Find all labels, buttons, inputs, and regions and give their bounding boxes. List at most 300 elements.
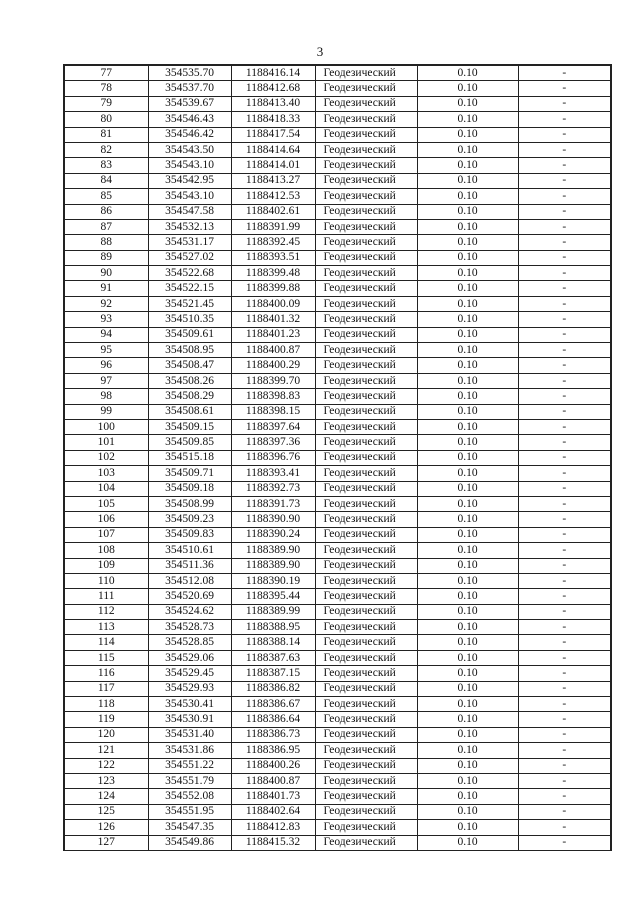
accuracy-cell: 0.10 <box>417 666 518 681</box>
method-cell: Геодезический <box>315 312 417 327</box>
point-number-cell: 85 <box>64 189 148 204</box>
y-coordinate-cell: 1188413.40 <box>231 96 315 111</box>
description-cell: - <box>518 173 611 188</box>
table-row <box>64 573 611 588</box>
accuracy-cell: 0.10 <box>417 419 518 434</box>
description-cell: - <box>518 789 611 804</box>
point-number-cell: 83 <box>64 158 148 173</box>
table-row <box>64 697 611 712</box>
x-coordinate-cell: 354531.17 <box>148 235 231 250</box>
x-coordinate-cell: 354520.69 <box>148 589 231 604</box>
y-coordinate-cell: 1188389.99 <box>231 604 315 619</box>
accuracy-cell: 0.10 <box>417 727 518 742</box>
accuracy-cell: 0.10 <box>417 112 518 127</box>
point-number-cell: 117 <box>64 681 148 696</box>
x-coordinate-cell: 354530.91 <box>148 712 231 727</box>
accuracy-cell: 0.10 <box>417 697 518 712</box>
accuracy-cell: 0.10 <box>417 527 518 542</box>
accuracy-cell: 0.10 <box>417 773 518 788</box>
table-row <box>64 589 611 604</box>
description-cell: - <box>518 281 611 296</box>
description-cell: - <box>518 65 611 81</box>
page-number: 3 <box>316 44 324 59</box>
point-number-cell: 87 <box>64 219 148 234</box>
x-coordinate-cell: 354546.42 <box>148 127 231 142</box>
accuracy-cell: 0.10 <box>417 312 518 327</box>
y-coordinate-cell: 1188401.73 <box>231 789 315 804</box>
description-cell: - <box>518 496 611 511</box>
x-coordinate-cell: 354511.36 <box>148 558 231 573</box>
method-cell: Геодезический <box>315 758 417 773</box>
method-cell: Геодезический <box>315 604 417 619</box>
accuracy-cell: 0.10 <box>417 250 518 265</box>
method-cell: Геодезический <box>315 373 417 388</box>
method-cell: Геодезический <box>315 127 417 142</box>
x-coordinate-cell: 354509.85 <box>148 435 231 450</box>
point-number-cell: 84 <box>64 173 148 188</box>
method-cell: Геодезический <box>315 81 417 96</box>
y-coordinate-cell: 1188393.51 <box>231 250 315 265</box>
description-cell: - <box>518 558 611 573</box>
point-number-cell: 90 <box>64 266 148 281</box>
description-cell: - <box>518 681 611 696</box>
y-coordinate-cell: 1188398.83 <box>231 389 315 404</box>
x-coordinate-cell: 354539.67 <box>148 96 231 111</box>
method-cell: Геодезический <box>315 712 417 727</box>
y-coordinate-cell: 1188386.95 <box>231 743 315 758</box>
accuracy-cell: 0.10 <box>417 235 518 250</box>
table-row <box>64 127 611 142</box>
point-number-cell: 118 <box>64 697 148 712</box>
table-row <box>64 758 611 773</box>
method-cell: Геодезический <box>315 435 417 450</box>
method-cell: Геодезический <box>315 219 417 234</box>
x-coordinate-cell: 354509.23 <box>148 512 231 527</box>
method-cell: Геодезический <box>315 450 417 465</box>
point-number-cell: 91 <box>64 281 148 296</box>
accuracy-cell: 0.10 <box>417 558 518 573</box>
method-cell: Геодезический <box>315 250 417 265</box>
x-coordinate-cell: 354528.73 <box>148 620 231 635</box>
point-number-cell: 100 <box>64 419 148 434</box>
table-row <box>64 558 611 573</box>
accuracy-cell: 0.10 <box>417 466 518 481</box>
point-number-cell: 102 <box>64 450 148 465</box>
point-number-cell: 82 <box>64 142 148 157</box>
x-coordinate-cell: 354508.26 <box>148 373 231 388</box>
accuracy-cell: 0.10 <box>417 373 518 388</box>
description-cell: - <box>518 343 611 358</box>
table-row <box>64 666 611 681</box>
accuracy-cell: 0.10 <box>417 173 518 188</box>
accuracy-cell: 0.10 <box>417 96 518 111</box>
table-row <box>64 435 611 450</box>
description-cell: - <box>518 404 611 419</box>
point-number-cell: 101 <box>64 435 148 450</box>
y-coordinate-cell: 1188415.32 <box>231 835 315 850</box>
description-cell: - <box>518 758 611 773</box>
accuracy-cell: 0.10 <box>417 281 518 296</box>
method-cell: Геодезический <box>315 189 417 204</box>
accuracy-cell: 0.10 <box>417 450 518 465</box>
x-coordinate-cell: 354547.58 <box>148 204 231 219</box>
accuracy-cell: 0.10 <box>417 604 518 619</box>
table-row <box>64 65 611 81</box>
accuracy-cell: 0.10 <box>417 743 518 758</box>
point-number-cell: 81 <box>64 127 148 142</box>
y-coordinate-cell: 1188400.29 <box>231 358 315 373</box>
y-coordinate-cell: 1188401.23 <box>231 327 315 342</box>
x-coordinate-cell: 354509.71 <box>148 466 231 481</box>
table-row <box>64 81 611 96</box>
method-cell: Геодезический <box>315 65 417 81</box>
y-coordinate-cell: 1188399.88 <box>231 281 315 296</box>
y-coordinate-cell: 1188400.26 <box>231 758 315 773</box>
description-cell: - <box>518 96 611 111</box>
description-cell: - <box>518 635 611 650</box>
method-cell: Геодезический <box>315 419 417 434</box>
x-coordinate-cell: 354510.61 <box>148 543 231 558</box>
accuracy-cell: 0.10 <box>417 158 518 173</box>
point-number-cell: 115 <box>64 650 148 665</box>
table-row <box>64 312 611 327</box>
description-cell: - <box>518 620 611 635</box>
accuracy-cell: 0.10 <box>417 820 518 835</box>
x-coordinate-cell: 354509.61 <box>148 327 231 342</box>
description-cell: - <box>518 389 611 404</box>
description-cell: - <box>518 373 611 388</box>
method-cell: Геодезический <box>315 112 417 127</box>
description-cell: - <box>518 219 611 234</box>
table-row <box>64 466 611 481</box>
method-cell: Геодезический <box>315 281 417 296</box>
accuracy-cell: 0.10 <box>417 589 518 604</box>
accuracy-cell: 0.10 <box>417 404 518 419</box>
x-coordinate-cell: 354528.85 <box>148 635 231 650</box>
point-number-cell: 114 <box>64 635 148 650</box>
accuracy-cell: 0.10 <box>417 142 518 157</box>
method-cell: Геодезический <box>315 573 417 588</box>
point-number-cell: 92 <box>64 296 148 311</box>
description-cell: - <box>518 250 611 265</box>
point-number-cell: 107 <box>64 527 148 542</box>
description-cell: - <box>518 312 611 327</box>
point-number-cell: 89 <box>64 250 148 265</box>
x-coordinate-cell: 354508.61 <box>148 404 231 419</box>
accuracy-cell: 0.10 <box>417 620 518 635</box>
point-number-cell: 116 <box>64 666 148 681</box>
table-row <box>64 389 611 404</box>
method-cell: Геодезический <box>315 635 417 650</box>
table-row <box>64 450 611 465</box>
method-cell: Геодезический <box>315 142 417 157</box>
description-cell: - <box>518 296 611 311</box>
description-cell: - <box>518 112 611 127</box>
y-coordinate-cell: 1188400.87 <box>231 343 315 358</box>
point-number-cell: 99 <box>64 404 148 419</box>
x-coordinate-cell: 354532.13 <box>148 219 231 234</box>
y-coordinate-cell: 1188386.73 <box>231 727 315 742</box>
accuracy-cell: 0.10 <box>417 343 518 358</box>
method-cell: Геодезический <box>315 527 417 542</box>
point-number-cell: 126 <box>64 820 148 835</box>
point-number-cell: 119 <box>64 712 148 727</box>
method-cell: Геодезический <box>315 235 417 250</box>
y-coordinate-cell: 1188389.90 <box>231 543 315 558</box>
y-coordinate-cell: 1188397.36 <box>231 435 315 450</box>
x-coordinate-cell: 354543.10 <box>148 189 231 204</box>
point-number-cell: 88 <box>64 235 148 250</box>
y-coordinate-cell: 1188388.14 <box>231 635 315 650</box>
x-coordinate-cell: 354529.45 <box>148 666 231 681</box>
method-cell: Геодезический <box>315 96 417 111</box>
method-cell: Геодезический <box>315 820 417 835</box>
accuracy-cell: 0.10 <box>417 327 518 342</box>
description-cell: - <box>518 604 611 619</box>
description-cell: - <box>518 666 611 681</box>
description-cell: - <box>518 204 611 219</box>
y-coordinate-cell: 1188387.15 <box>231 666 315 681</box>
method-cell: Геодезический <box>315 743 417 758</box>
table-row <box>64 358 611 373</box>
point-number-cell: 122 <box>64 758 148 773</box>
y-coordinate-cell: 1188395.44 <box>231 589 315 604</box>
description-cell: - <box>518 527 611 542</box>
accuracy-cell: 0.10 <box>417 358 518 373</box>
table-row <box>64 789 611 804</box>
accuracy-cell: 0.10 <box>417 650 518 665</box>
x-coordinate-cell: 354529.93 <box>148 681 231 696</box>
point-number-cell: 109 <box>64 558 148 573</box>
point-number-cell: 110 <box>64 573 148 588</box>
table-row <box>64 743 611 758</box>
x-coordinate-cell: 354515.18 <box>148 450 231 465</box>
description-cell: - <box>518 127 611 142</box>
accuracy-cell: 0.10 <box>417 681 518 696</box>
point-number-cell: 94 <box>64 327 148 342</box>
x-coordinate-cell: 354508.47 <box>148 358 231 373</box>
accuracy-cell: 0.10 <box>417 219 518 234</box>
y-coordinate-cell: 1188390.90 <box>231 512 315 527</box>
accuracy-cell: 0.10 <box>417 65 518 81</box>
point-number-cell: 121 <box>64 743 148 758</box>
y-coordinate-cell: 1188401.32 <box>231 312 315 327</box>
table-row <box>64 250 611 265</box>
y-coordinate-cell: 1188392.45 <box>231 235 315 250</box>
x-coordinate-cell: 354543.50 <box>148 142 231 157</box>
point-number-cell: 106 <box>64 512 148 527</box>
description-cell: - <box>518 481 611 496</box>
description-cell: - <box>518 266 611 281</box>
method-cell: Геодезический <box>315 773 417 788</box>
accuracy-cell: 0.10 <box>417 543 518 558</box>
y-coordinate-cell: 1188414.01 <box>231 158 315 173</box>
accuracy-cell: 0.10 <box>417 789 518 804</box>
point-number-cell: 111 <box>64 589 148 604</box>
x-coordinate-cell: 354549.86 <box>148 835 231 850</box>
method-cell: Геодезический <box>315 543 417 558</box>
accuracy-cell: 0.10 <box>417 758 518 773</box>
method-cell: Геодезический <box>315 589 417 604</box>
table-row <box>64 620 611 635</box>
accuracy-cell: 0.10 <box>417 435 518 450</box>
description-cell: - <box>518 435 611 450</box>
x-coordinate-cell: 354521.45 <box>148 296 231 311</box>
y-coordinate-cell: 1188418.33 <box>231 112 315 127</box>
point-number-cell: 123 <box>64 773 148 788</box>
table-row <box>64 327 611 342</box>
accuracy-cell: 0.10 <box>417 127 518 142</box>
y-coordinate-cell: 1188417.54 <box>231 127 315 142</box>
method-cell: Геодезический <box>315 666 417 681</box>
y-coordinate-cell: 1188388.95 <box>231 620 315 635</box>
y-coordinate-cell: 1188412.68 <box>231 81 315 96</box>
method-cell: Геодезический <box>315 558 417 573</box>
y-coordinate-cell: 1188391.99 <box>231 219 315 234</box>
method-cell: Геодезический <box>315 727 417 742</box>
description-cell: - <box>518 727 611 742</box>
method-cell: Геодезический <box>315 481 417 496</box>
method-cell: Геодезический <box>315 620 417 635</box>
point-number-cell: 78 <box>64 81 148 96</box>
accuracy-cell: 0.10 <box>417 189 518 204</box>
x-coordinate-cell: 354509.18 <box>148 481 231 496</box>
x-coordinate-cell: 354537.70 <box>148 81 231 96</box>
method-cell: Геодезический <box>315 835 417 850</box>
point-number-cell: 103 <box>64 466 148 481</box>
coordinates-table <box>63 64 612 851</box>
method-cell: Геодезический <box>315 173 417 188</box>
x-coordinate-cell: 354509.83 <box>148 527 231 542</box>
x-coordinate-cell: 354542.95 <box>148 173 231 188</box>
method-cell: Геодезический <box>315 697 417 712</box>
table-row <box>64 158 611 173</box>
y-coordinate-cell: 1188399.70 <box>231 373 315 388</box>
x-coordinate-cell: 354551.22 <box>148 758 231 773</box>
table-row <box>64 235 611 250</box>
y-coordinate-cell: 1188391.73 <box>231 496 315 511</box>
table-row <box>64 527 611 542</box>
description-cell: - <box>518 820 611 835</box>
x-coordinate-cell: 354509.15 <box>148 419 231 434</box>
description-cell: - <box>518 358 611 373</box>
point-number-cell: 98 <box>64 389 148 404</box>
x-coordinate-cell: 354552.08 <box>148 789 231 804</box>
description-cell: - <box>518 419 611 434</box>
point-number-cell: 80 <box>64 112 148 127</box>
y-coordinate-cell: 1188393.41 <box>231 466 315 481</box>
table-row <box>64 373 611 388</box>
x-coordinate-cell: 354510.35 <box>148 312 231 327</box>
x-coordinate-cell: 354512.08 <box>148 573 231 588</box>
method-cell: Геодезический <box>315 204 417 219</box>
accuracy-cell: 0.10 <box>417 389 518 404</box>
method-cell: Геодезический <box>315 466 417 481</box>
y-coordinate-cell: 1188386.67 <box>231 697 315 712</box>
table-row <box>64 773 611 788</box>
x-coordinate-cell: 354522.15 <box>148 281 231 296</box>
point-number-cell: 105 <box>64 496 148 511</box>
method-cell: Геодезический <box>315 404 417 419</box>
x-coordinate-cell: 354508.29 <box>148 389 231 404</box>
table-row <box>64 635 611 650</box>
x-coordinate-cell: 354547.35 <box>148 820 231 835</box>
point-number-cell: 95 <box>64 343 148 358</box>
accuracy-cell: 0.10 <box>417 804 518 819</box>
point-number-cell: 93 <box>64 312 148 327</box>
table-row <box>64 343 611 358</box>
y-coordinate-cell: 1188386.64 <box>231 712 315 727</box>
accuracy-cell: 0.10 <box>417 481 518 496</box>
method-cell: Геодезический <box>315 496 417 511</box>
description-cell: - <box>518 773 611 788</box>
table-row <box>64 142 611 157</box>
x-coordinate-cell: 354527.02 <box>148 250 231 265</box>
y-coordinate-cell: 1188396.76 <box>231 450 315 465</box>
accuracy-cell: 0.10 <box>417 712 518 727</box>
x-coordinate-cell: 354522.68 <box>148 266 231 281</box>
y-coordinate-cell: 1188399.48 <box>231 266 315 281</box>
y-coordinate-cell: 1188400.87 <box>231 773 315 788</box>
accuracy-cell: 0.10 <box>417 573 518 588</box>
y-coordinate-cell: 1188387.63 <box>231 650 315 665</box>
x-coordinate-cell: 354529.06 <box>148 650 231 665</box>
table-row <box>64 604 611 619</box>
accuracy-cell: 0.10 <box>417 81 518 96</box>
point-number-cell: 96 <box>64 358 148 373</box>
point-number-cell: 79 <box>64 96 148 111</box>
table-row <box>64 681 611 696</box>
method-cell: Геодезический <box>315 512 417 527</box>
y-coordinate-cell: 1188412.83 <box>231 820 315 835</box>
description-cell: - <box>518 189 611 204</box>
description-cell: - <box>518 512 611 527</box>
y-coordinate-cell: 1188412.53 <box>231 189 315 204</box>
table-row <box>64 112 611 127</box>
x-coordinate-cell: 354508.99 <box>148 496 231 511</box>
x-coordinate-cell: 354508.95 <box>148 343 231 358</box>
y-coordinate-cell: 1188402.64 <box>231 804 315 819</box>
description-cell: - <box>518 543 611 558</box>
y-coordinate-cell: 1188402.61 <box>231 204 315 219</box>
description-cell: - <box>518 81 611 96</box>
y-coordinate-cell: 1188390.19 <box>231 573 315 588</box>
point-number-cell: 108 <box>64 543 148 558</box>
y-coordinate-cell: 1188414.64 <box>231 142 315 157</box>
coordinates-table-body <box>64 65 611 850</box>
description-cell: - <box>518 743 611 758</box>
table-row <box>64 496 611 511</box>
point-number-cell: 113 <box>64 620 148 635</box>
y-coordinate-cell: 1188392.73 <box>231 481 315 496</box>
method-cell: Геодезический <box>315 389 417 404</box>
description-cell: - <box>518 573 611 588</box>
method-cell: Геодезический <box>315 804 417 819</box>
table-row <box>64 189 611 204</box>
description-cell: - <box>518 804 611 819</box>
table-row <box>64 219 611 234</box>
description-cell: - <box>518 835 611 850</box>
y-coordinate-cell: 1188398.15 <box>231 404 315 419</box>
description-cell: - <box>518 450 611 465</box>
table-row <box>64 712 611 727</box>
table-row <box>64 404 611 419</box>
point-number-cell: 127 <box>64 835 148 850</box>
method-cell: Геодезический <box>315 266 417 281</box>
table-row <box>64 96 611 111</box>
accuracy-cell: 0.10 <box>417 635 518 650</box>
table-row <box>64 650 611 665</box>
